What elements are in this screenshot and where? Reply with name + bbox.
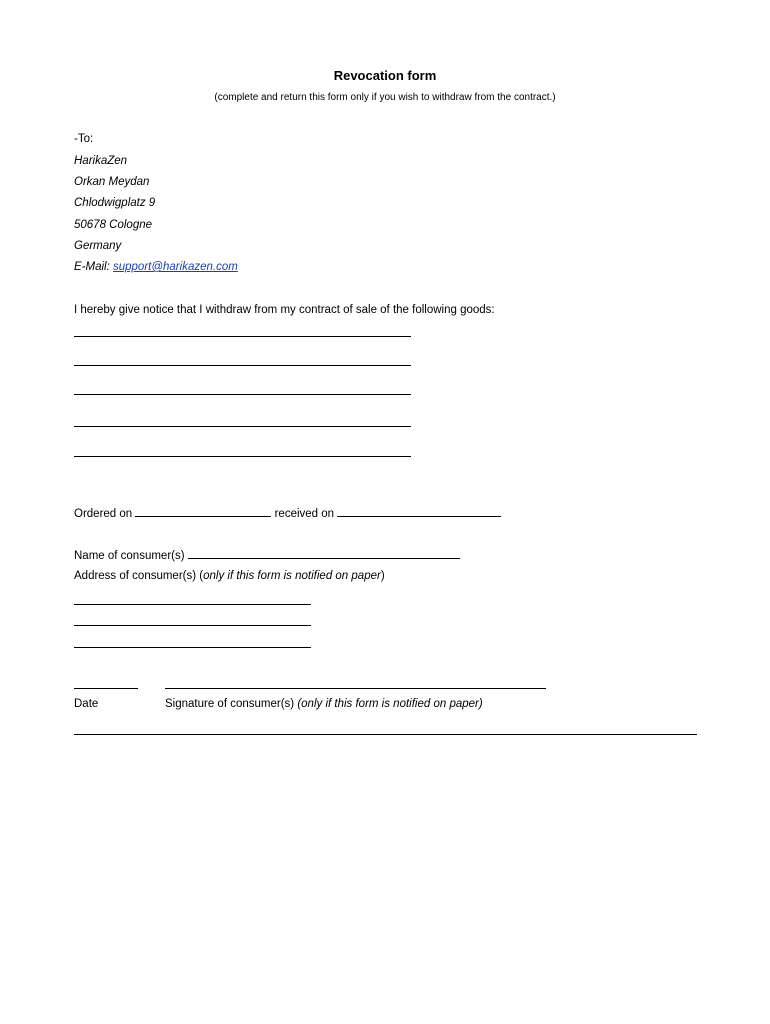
address-line-2[interactable] <box>74 625 311 626</box>
recipient-street: Chlodwigplatz 9 <box>74 197 156 209</box>
recipient-email-row <box>74 261 238 273</box>
signature-label: Signature of consumer(s) <box>165 698 295 710</box>
consumer-name-label: Name of consumer(s) <box>74 550 185 562</box>
address-line-1[interactable] <box>74 604 311 605</box>
recipient-name: Orkan Meydan <box>74 176 150 188</box>
email-link[interactable]: support@harikazen.com <box>112 261 238 273</box>
goods-line-5[interactable] <box>74 456 411 457</box>
received-on-label: received on <box>274 508 335 520</box>
address-label-note: only if this form is notified on paper <box>203 570 381 582</box>
withdrawal-notice: I hereby give notice that I withdraw from my contract of sale of the following goods: <box>74 304 495 316</box>
recipient-country: Germany <box>74 240 122 252</box>
address-label-text: Address of consumer(s) ( <box>74 570 204 582</box>
address-label-close: ) <box>380 570 385 582</box>
address-line-3[interactable] <box>74 647 311 648</box>
form-subtitle: (complete and return this form only if you wish to withdraw from the contract.) <box>214 92 556 103</box>
ordered-on-field[interactable] <box>135 506 271 517</box>
consumer-name-field[interactable] <box>188 548 460 559</box>
goods-line-2[interactable] <box>74 365 411 366</box>
recipient-city: 50678 Cologne <box>74 219 153 231</box>
consumer-name-row <box>74 548 460 562</box>
signature-line[interactable] <box>165 688 546 689</box>
recipient-company: HarikaZen <box>74 155 128 167</box>
goods-line-3[interactable] <box>74 394 411 395</box>
signature-label-row <box>165 698 483 710</box>
order-dates-row <box>74 506 501 520</box>
bottom-rule <box>74 734 697 735</box>
date-line[interactable] <box>74 688 138 689</box>
email-label: E-Mail: <box>74 261 110 273</box>
form-title: Revocation form <box>333 68 437 83</box>
goods-line-4[interactable] <box>74 426 411 427</box>
signature-note: (only if this form is notified on paper) <box>297 698 483 710</box>
consumer-address-label <box>74 570 385 582</box>
ordered-on-label: Ordered on <box>74 508 133 520</box>
received-on-field[interactable] <box>337 506 501 517</box>
to-label: -To: <box>74 133 94 145</box>
date-label: Date <box>74 698 99 710</box>
goods-line-1[interactable] <box>74 336 411 337</box>
